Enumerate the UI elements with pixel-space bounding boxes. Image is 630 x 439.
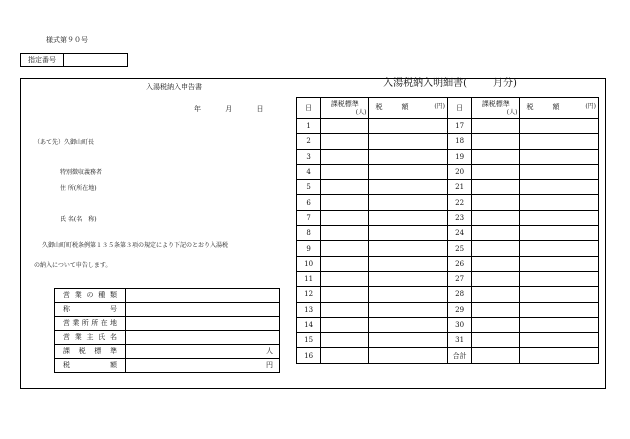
table-row [448, 287, 599, 302]
tax-base-cell[interactable] [321, 333, 369, 348]
tax-base-cell[interactable] [321, 287, 369, 302]
day-number: 19 [448, 149, 472, 164]
tax-amount-cell[interactable] [369, 180, 448, 195]
table-row [55, 303, 280, 317]
tax-amount-cell[interactable] [369, 210, 448, 225]
table-row [55, 317, 280, 331]
day-number: 6 [297, 195, 321, 210]
declaration-title: 入湯税納入申告書 [146, 83, 202, 91]
day-number: 14 [297, 317, 321, 332]
daily-rows-1 [297, 119, 448, 364]
tax-amount-cell[interactable] [369, 287, 448, 302]
designation-number-label: 指定番号 [21, 54, 64, 66]
tax-amount-header: 税 額 (円) [369, 98, 448, 119]
tax-amount-cell[interactable] [369, 302, 448, 317]
tax-amount-header: 税 額 (円) [520, 98, 599, 119]
tax-base-cell[interactable] [321, 302, 369, 317]
tax-base-cell[interactable] [321, 348, 369, 363]
name-label: 氏 名(名 称) [60, 216, 97, 223]
day-number: 10 [297, 256, 321, 271]
month-label: 月 [225, 105, 233, 113]
tax-amount-cell[interactable] [520, 195, 599, 210]
tax-base-cell[interactable] [472, 180, 520, 195]
table-row [55, 289, 280, 303]
table-row [297, 287, 448, 302]
day-number: 2 [297, 134, 321, 149]
tax-base-cell[interactable] [472, 226, 520, 241]
tax-base-cell[interactable] [321, 256, 369, 271]
date-line [194, 105, 285, 114]
statement-title [330, 78, 570, 90]
table-row [55, 345, 280, 359]
tax-amount-cell[interactable] [520, 333, 599, 348]
tax-amount-cell[interactable] [520, 256, 599, 271]
day-number: 25 [448, 241, 472, 256]
tax-amount-cell[interactable] [520, 180, 599, 195]
tax-base-cell[interactable] [472, 210, 520, 225]
tax-base-cell[interactable] [472, 241, 520, 256]
office-location-label: 営業所所在地 [55, 317, 126, 331]
table-row [448, 164, 599, 179]
day-number: 16 [297, 348, 321, 363]
tax-amount-cell[interactable] [369, 134, 448, 149]
statement-title-month: 月分) [493, 78, 517, 89]
table-row [297, 271, 448, 286]
tax-base-cell[interactable] [472, 333, 520, 348]
table-row [448, 180, 599, 195]
table-row [448, 271, 599, 286]
tax-amount-cell[interactable] [520, 149, 599, 164]
day-header: 日 [297, 98, 321, 119]
tax-amount-cell[interactable] [520, 271, 599, 286]
tax-base-cell[interactable] [321, 226, 369, 241]
owner-name-label: 営業主氏名 [55, 331, 126, 345]
tax-amount-cell[interactable] [369, 119, 448, 134]
day-number: 28 [448, 287, 472, 302]
table-row [297, 180, 448, 195]
tax-base-cell[interactable] [321, 195, 369, 210]
table-row [297, 119, 448, 134]
table-row [297, 302, 448, 317]
day-number: 24 [448, 226, 472, 241]
day-number: 17 [448, 119, 472, 134]
table-row [448, 149, 599, 164]
day-number: 5 [297, 180, 321, 195]
tax-amount-cell[interactable] [520, 287, 599, 302]
day-number: 23 [448, 210, 472, 225]
day-number: 8 [297, 226, 321, 241]
business-type-field[interactable] [126, 289, 280, 303]
tax-base-cell[interactable] [472, 302, 520, 317]
statement-title-text: 入湯税納入明細書( [383, 78, 467, 89]
total-tax-base-cell[interactable] [472, 348, 520, 363]
tax-amount-cell[interactable] [369, 348, 448, 363]
day-number: 11 [297, 271, 321, 286]
tax-base-cell[interactable] [472, 256, 520, 271]
tax-amount-cell[interactable] [520, 317, 599, 332]
tax-base-cell[interactable] [472, 195, 520, 210]
tax-base-cell[interactable] [472, 134, 520, 149]
tax-base-header: 課税標準 (人) [472, 98, 520, 119]
tax-amount-label: 税額 [55, 359, 126, 373]
day-number: 31 [448, 333, 472, 348]
tax-base-label: 課税標準 [55, 345, 126, 359]
trade-name-label: 称号 [55, 303, 126, 317]
day-number: 3 [297, 149, 321, 164]
table-row [448, 302, 599, 317]
table-row [297, 226, 448, 241]
table-row [448, 226, 599, 241]
table-row [448, 317, 599, 332]
table-row [55, 359, 280, 373]
business-info-table [54, 288, 280, 373]
table-row [448, 210, 599, 225]
tax-base-cell[interactable] [472, 317, 520, 332]
table-header-row [448, 98, 599, 119]
tax-base-cell[interactable] [321, 317, 369, 332]
tax-base-cell[interactable] [321, 180, 369, 195]
designation-number-box[interactable] [20, 53, 128, 67]
tax-amount-cell[interactable] [369, 256, 448, 271]
day-number: 1 [297, 119, 321, 134]
day-number: 18 [448, 134, 472, 149]
day-number: 27 [448, 271, 472, 286]
total-label: 合計 [448, 348, 472, 363]
tax-base-cell[interactable] [472, 164, 520, 179]
tax-amount-cell[interactable] [520, 241, 599, 256]
table-row [297, 348, 448, 363]
tax-base-cell[interactable] [472, 287, 520, 302]
table-row [448, 241, 599, 256]
tax-base-field[interactable]: 人 [126, 345, 280, 359]
day-label: 日 [256, 105, 264, 113]
daily-rows-2 [448, 119, 599, 364]
day-number: 7 [297, 210, 321, 225]
day-number: 4 [297, 164, 321, 179]
tax-base-cell[interactable] [321, 271, 369, 286]
tax-amount-cell[interactable] [369, 271, 448, 286]
table-row [297, 241, 448, 256]
table-row [297, 149, 448, 164]
business-type-label: 営業の種類 [55, 289, 126, 303]
tax-base-cell[interactable] [321, 149, 369, 164]
tax-amount-cell[interactable] [520, 134, 599, 149]
table-row [55, 331, 280, 345]
tax-amount-field[interactable]: 円 [126, 359, 280, 373]
owner-name-field[interactable] [126, 331, 280, 345]
tax-amount-cell[interactable] [520, 302, 599, 317]
addressee: （あて先）久御山町長 [34, 139, 95, 146]
tax-base-cell[interactable] [321, 164, 369, 179]
tax-amount-cell[interactable] [520, 119, 599, 134]
trade-name-field[interactable] [126, 303, 280, 317]
tax-amount-cell[interactable] [369, 226, 448, 241]
day-number: 26 [448, 256, 472, 271]
table-row [297, 256, 448, 271]
table-row [297, 210, 448, 225]
tax-base-cell[interactable] [321, 119, 369, 134]
tax-base-cell[interactable] [472, 149, 520, 164]
tax-amount-cell[interactable] [369, 195, 448, 210]
day-number: 20 [448, 164, 472, 179]
daily-detail-table-1 [296, 97, 448, 364]
tax-amount-cell[interactable] [520, 226, 599, 241]
tax-amount-cell[interactable] [369, 333, 448, 348]
tax-amount-cell[interactable] [520, 210, 599, 225]
tax-amount-cell[interactable] [369, 149, 448, 164]
table-row [448, 333, 599, 348]
table-row [297, 164, 448, 179]
declaration-text-line1: 久御山町町税条例第１３５条第３項の規定により下記のとおり入湯税 [42, 242, 229, 249]
collector-label: 特別徴収義務者 [60, 169, 103, 176]
address-label: 住 所(所在地) [60, 185, 97, 192]
table-row [448, 119, 599, 134]
year-label: 年 [194, 105, 201, 113]
total-row [448, 348, 599, 363]
tax-amount-cell[interactable] [369, 164, 448, 179]
table-row [297, 195, 448, 210]
declaration-text-line2: の納入について申告します。 [34, 262, 112, 269]
tax-base-header: 課税標準 (人) [321, 98, 369, 119]
day-number: 15 [297, 333, 321, 348]
day-number: 9 [297, 241, 321, 256]
tax-base-cell[interactable] [472, 271, 520, 286]
day-number: 21 [448, 180, 472, 195]
daily-detail-table-2 [447, 97, 599, 364]
tax-base-cell[interactable] [321, 134, 369, 149]
tax-amount-cell[interactable] [369, 241, 448, 256]
tax-amount-cell[interactable] [520, 164, 599, 179]
tax-base-cell[interactable] [472, 119, 520, 134]
day-header: 日 [448, 98, 472, 119]
table-header-row [297, 98, 448, 119]
day-number: 30 [448, 317, 472, 332]
tax-amount-cell[interactable] [369, 317, 448, 332]
table-row [297, 317, 448, 332]
form-number: 様式第９０号 [46, 36, 88, 44]
day-number: 13 [297, 302, 321, 317]
table-row [297, 333, 448, 348]
total-tax-amount-cell[interactable] [520, 348, 599, 363]
table-row [448, 195, 599, 210]
tax-base-cell[interactable] [321, 241, 369, 256]
tax-base-cell[interactable] [321, 210, 369, 225]
table-row [297, 134, 448, 149]
day-number: 22 [448, 195, 472, 210]
day-number: 12 [297, 287, 321, 302]
table-row [448, 134, 599, 149]
office-location-field[interactable] [126, 317, 280, 331]
day-number: 29 [448, 302, 472, 317]
table-row [448, 256, 599, 271]
